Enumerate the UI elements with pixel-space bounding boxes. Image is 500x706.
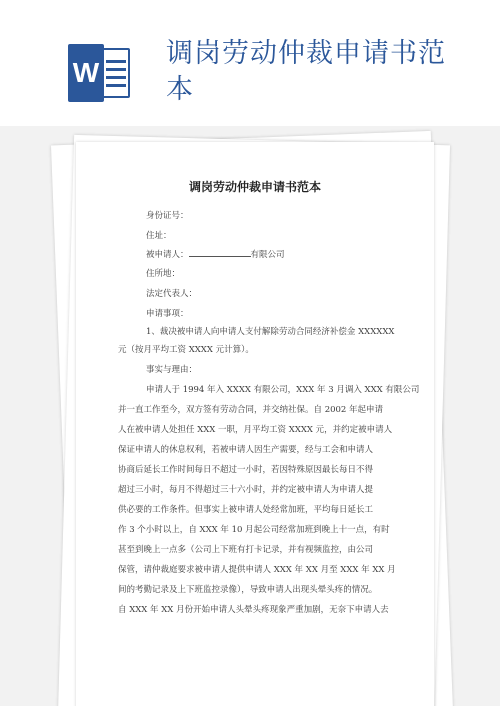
- body-line: 间的考勤记录及上下班监控录像），导致申请人出现头晕头疼的情况。: [118, 585, 378, 595]
- claim-item-1: 1、裁决被申请人向申请人支付解除劳动合同经济补偿金 XXXXXX: [146, 327, 395, 337]
- company-suffix: 有限公司: [250, 250, 285, 260]
- body-line: 甚至到晚上一点多（公司上下班有打卡记录，并有视频监控，由公司: [118, 545, 374, 555]
- address-label: 住址：: [146, 231, 172, 241]
- page-title: 调岗劳动仲裁申请书范本: [188, 180, 321, 194]
- claims-heading: 申请事项：: [146, 309, 189, 319]
- body-line: 保管，请仲裁庭要求被申请人提供申请人 XXX 年 XX 月至 XXX 年 XX 月: [118, 565, 396, 575]
- body-line: 人在被申请人处担任 XXX 一职，月平均工资 XXXX 元，并约定被申请人: [118, 425, 393, 435]
- facts-heading: 事实与理由：: [146, 365, 198, 375]
- word-icon-letter: W: [68, 44, 104, 102]
- body-line: 自 XXX 年 XX 月份开始申请人头晕头疼现象严重加剧，无奈下申请人去: [118, 605, 389, 615]
- body-line: 供必要的工作条件。但事实上被申请人处经常加班，平均每日延长工: [118, 505, 374, 515]
- respondent-line: [146, 248, 285, 261]
- document-page: [76, 142, 434, 706]
- body-line: 申请人于 1994 年入 XXXX 有限公司，XXX 年 3 月调入 XXX 有限公司: [146, 385, 420, 395]
- body-line: 保证申请人的休息权利，若被申请人因生产需要，经与工会和申请人: [118, 445, 374, 455]
- body-line: 协商后延长工作时间每日不超过一小时，若因特殊原因最长每日不得: [118, 465, 374, 475]
- body-line: 超过三小时，每月不得超过三十六小时，并约定被申请人为申请人提: [118, 485, 374, 495]
- body-line: 并一直工作至今，双方签有劳动合同，并交纳社保。自 2002 年起申请: [118, 405, 384, 415]
- word-document-icon: [68, 44, 132, 102]
- document-heading: 调岗劳动仲裁申请书范本: [166, 38, 446, 105]
- body-line: 作 3 个小时以上，自 XXX 年 10 月起公司经常加班到晚上十一点，有时: [118, 525, 390, 535]
- claim-item-1-cont: 元（按月平均工资 XXXX 元计算）。: [118, 345, 254, 355]
- header: [0, 0, 500, 140]
- domicile-label: 住所地：: [146, 269, 181, 279]
- id-number-label: 身份证号：: [146, 211, 189, 221]
- respondent-label: 被申请人：: [146, 250, 189, 260]
- blank-underline: [189, 248, 251, 257]
- legal-rep-label: 法定代表人：: [146, 289, 198, 299]
